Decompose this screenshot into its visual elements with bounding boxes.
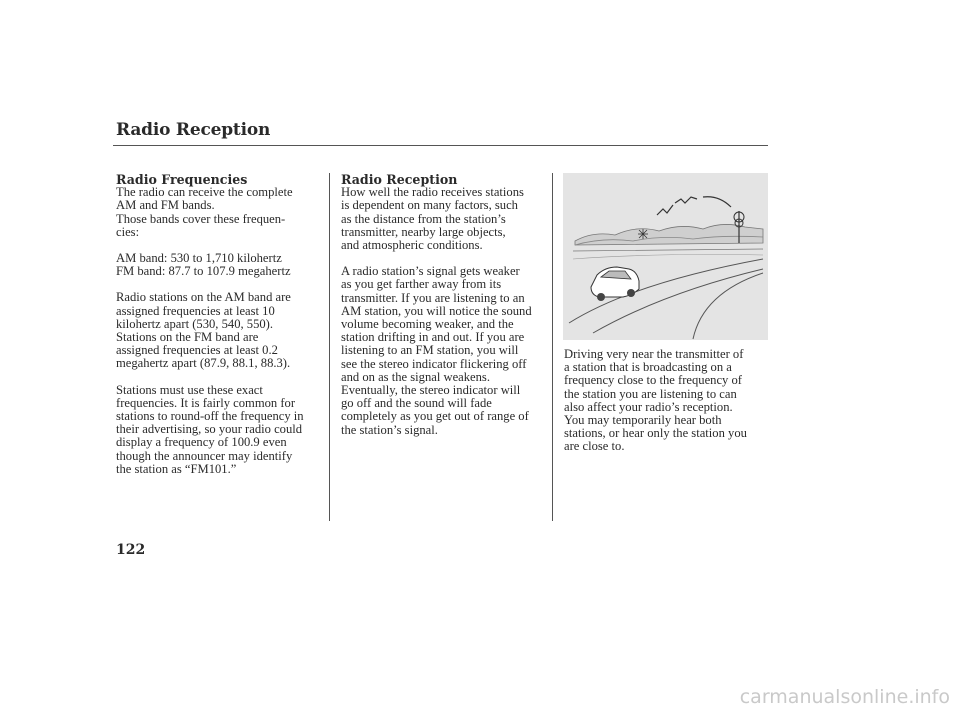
section-heading-radio-frequencies: Radio Frequencies [116, 172, 248, 187]
paragraph: Driving very near the transmitter of a station that is broadcasting on a frequency close to the frequency of the station you are listening to can also affect your radio’s reception. You may temporarily hear both stations, or hear only the station you are close to. [564, 347, 747, 454]
column-divider [329, 173, 330, 521]
paragraph: The radio can receive the complete AM and FM bands. Those bands cover these frequen- cies: [116, 185, 293, 239]
car-icon [591, 267, 639, 301]
car-transmitter-drawing [563, 173, 768, 340]
title-divider [113, 145, 768, 146]
paragraph: Stations must use these exact frequencies. It is fairly common for stations to round-off the frequency in their advertising, so your radio could display a frequency of 100.9 even though the announcer may identify the station as “FM101.” [116, 382, 304, 476]
paragraph: How well the radio receives stations is dependent on many factors, such as the distance from the station’s transmitter, nearby large objects, and atmospheric conditions. [341, 185, 524, 253]
paragraph: AM band: 530 to 1,710 kilohertz FM band: 87.7 to 107.9 megahertz [116, 251, 291, 279]
section-heading-radio-reception: Radio Reception [341, 172, 458, 187]
radio-signal-icon [657, 197, 731, 215]
column-radio-reception [341, 173, 549, 437]
column-divider [552, 173, 553, 521]
paragraph: Radio stations on the AM band are assigned frequencies at least 10 kilohertz apart (530, 540, 550). Stations on the FM band are assigned frequencies at least 0.2 megahertz apart (87.9, 88.1, 88.3). [116, 290, 291, 371]
page-title: Radio Reception [116, 120, 271, 140]
watermark: carmanualsonline.info [739, 686, 950, 708]
radio-reception-illustration [563, 173, 768, 340]
interference-flash-icon [638, 229, 648, 239]
paragraph: A radio station’s signal gets weaker as you get farther away from its transmitter. If you are listening to an AM station, you will notice the sound volume becoming weaker, and the station drifting in and out. If you are listening to an FM station, you will see the stereo indicator flickering off and on as the signal weakens. Eventually, the stereo indicator will go off and the sound will fade completely as you get out of range of the station’s signal. [341, 264, 532, 437]
page-number: 122 [116, 542, 146, 558]
column-radio-frequencies [116, 173, 324, 476]
column-reception-continued [564, 348, 774, 454]
